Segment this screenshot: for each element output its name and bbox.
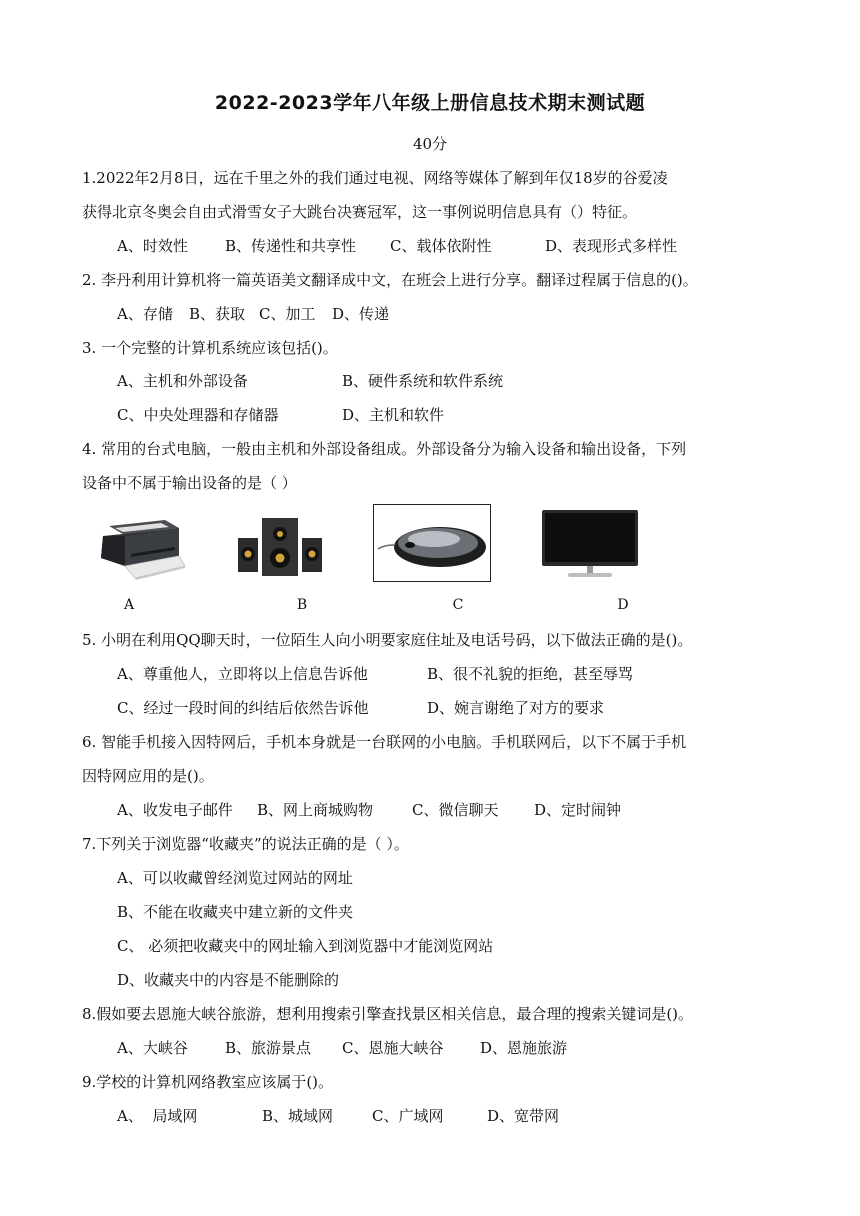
question-3-options-row-1 [117, 371, 503, 391]
question-6-options [117, 800, 621, 820]
option-d: D、表现形式多样性 [545, 237, 678, 255]
question-9-options [117, 1106, 559, 1126]
monitor-icon [542, 510, 638, 584]
question-5-options-row-1 [117, 664, 633, 684]
option-c: C、微信聊天 [412, 801, 499, 819]
question-7-option-b: B、不能在收藏夹中建立新的文件夹 [117, 903, 354, 921]
option-d: D、定时闹钟 [534, 801, 622, 819]
image-label-d: D [617, 597, 629, 613]
question-2-stem: 2. 李丹利用计算机将一篇英语美文翻译成中文，在班会上进行分享。翻译过程属于信息的()。 [82, 271, 698, 289]
option-a: A、存储 [117, 305, 173, 323]
question-6-stem-line-2: 因特网应用的是()。 [82, 767, 214, 785]
question-8-stem: 8.假如要去恩施大峡谷旅游，想利用搜索引擎查找景区相关信息，最合理的搜索关键词是()。 [82, 1005, 694, 1023]
question-5-stem: 5. 小明在利用QQ聊天时，一位陌生人向小明要家庭住址及电话号码，以下做法正确的是()。 [82, 631, 693, 649]
option-c: C、载体依附性 [390, 237, 492, 255]
option-a: A、主机和外部设备 [117, 372, 248, 390]
option-d: D、传递 [332, 305, 390, 323]
option-d: D、主机和软件 [342, 406, 445, 424]
option-a: A、大峡谷 [117, 1039, 188, 1057]
page-title: 2022-2023学年八年级上册信息技术期末测试题 [214, 92, 646, 114]
printer-icon [95, 514, 185, 584]
option-b: B、旅游景点 [225, 1039, 312, 1057]
option-a: A、时效性 [117, 237, 188, 255]
option-d: D、恩施旅游 [480, 1039, 568, 1057]
option-c: C、恩施大峡谷 [342, 1039, 444, 1057]
option-b: B、传递性和共享性 [225, 237, 357, 255]
option-d: D、宽带网 [487, 1107, 560, 1125]
question-3-stem: 3. 一个完整的计算机系统应该包括()。 [82, 339, 338, 357]
speakers-icon [238, 518, 322, 580]
question-9-stem: 9.学校的计算机网络教室应该属于()。 [82, 1073, 334, 1091]
image-label-a: A [123, 597, 135, 613]
question-2-options [117, 304, 389, 324]
question-7-option-c: C、 必须把收藏夹中的网址输入到浏览器中才能浏览网站 [117, 937, 494, 955]
option-d: D、婉言谢绝了对方的要求 [427, 699, 605, 717]
question-7-stem: 7.下列关于浏览器“收藏夹”的说法正确的是（ ）。 [82, 835, 409, 853]
option-b: B、获取 [189, 305, 246, 323]
option-a: A、 局域网 [117, 1107, 198, 1125]
option-c: C、经过一段时间的纠结后依然告诉他 [117, 699, 369, 717]
question-5-options-row-2 [117, 698, 604, 718]
question-4-stem-line-2: 设备中不属于输出设备的是（ ） [82, 474, 297, 492]
option-b: B、硬件系统和软件系统 [342, 372, 504, 390]
option-a: A、收发电子邮件 [117, 801, 233, 819]
question-7-option-a: A、可以收藏曾经浏览过网站的网址 [117, 869, 353, 887]
option-a: A、尊重他人，立即将以上信息告诉他 [117, 665, 368, 683]
option-b: B、城域网 [262, 1107, 334, 1125]
question-4-stem-line-1: 4. 常用的台式电脑，一般由主机和外部设备组成。外部设备分为输入设备和输出设备，下列 [82, 440, 687, 458]
question-7-option-d: D、收藏夹中的内容是不能删除的 [117, 971, 340, 989]
option-b: B、很不礼貌的拒绝，甚至辱骂 [427, 665, 634, 683]
question-3-options-row-2 [117, 405, 444, 425]
question-1-options [117, 236, 677, 256]
question-6-stem-line-1: 6. 智能手机接入因特网后，手机本身就是一台联网的小电脑。手机联网后，以下不属于手机 [82, 733, 687, 751]
question-8-options [117, 1038, 567, 1058]
question-1-stem-line-2: 获得北京冬奥会自由式滑雪女子大跳台决赛冠军，这一事例说明信息具有（）特征。 [82, 203, 638, 221]
option-b: B、网上商城购物 [257, 801, 374, 819]
mouse-icon [373, 504, 491, 582]
image-label-c: C [452, 597, 464, 613]
option-c: C、广域网 [372, 1107, 444, 1125]
option-c: C、中央处理器和存储器 [117, 406, 279, 424]
score-label: 40分 [412, 135, 448, 153]
question-1-stem-line-1: 1.2022年2月8日，远在千里之外的我们通过电视、网络等媒体了解到年仅18岁的谷爱凌 [82, 169, 668, 187]
image-label-b: B [296, 597, 308, 613]
option-c: C、加工 [259, 305, 316, 323]
